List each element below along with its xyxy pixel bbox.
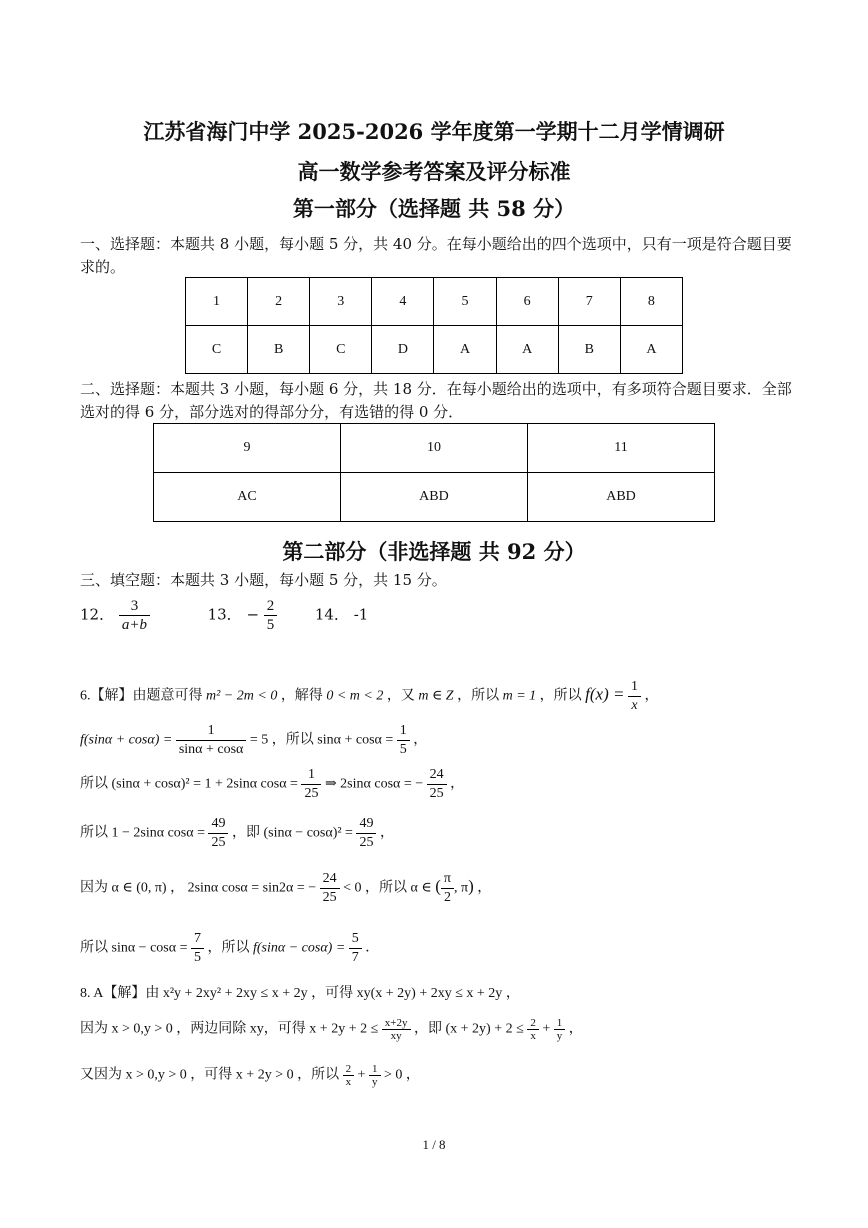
math-span: x > 0,y > 0 xyxy=(111,1021,173,1037)
table-cell: C xyxy=(310,326,372,374)
fraction-denominator: x xyxy=(631,698,638,713)
table-cell: 1 xyxy=(186,278,248,326)
text-span: ，所以 xyxy=(271,732,314,748)
q14-value: -1 xyxy=(353,605,369,624)
fraction xyxy=(441,870,454,907)
document-title: 江苏省海门中学 2025-2026 学年度第一学期十二月学情调研 xyxy=(143,119,725,144)
table-cell: 10 xyxy=(340,424,527,473)
text-span: ， xyxy=(450,776,465,792)
fraction-denominator: xy xyxy=(390,1030,402,1042)
fraction-denominator: 2 xyxy=(443,890,451,905)
text-span: 所以 xyxy=(80,776,108,792)
q13-fraction xyxy=(264,597,278,634)
page-number: 1 / 8 xyxy=(422,1137,446,1152)
fraction-denominator: 5 xyxy=(399,742,407,757)
math-span: m = 1 xyxy=(502,688,537,704)
fraction-numerator: 49 xyxy=(356,815,376,834)
solution6-line2 xyxy=(80,722,800,759)
q13-sign: − xyxy=(246,605,260,624)
math-span: x + 2y + 2 ≤ xyxy=(309,1021,379,1037)
answer-table-1 xyxy=(185,277,683,374)
table-row-answers xyxy=(186,326,683,374)
fraction xyxy=(382,1017,411,1042)
text-span: ，可得 xyxy=(190,1067,233,1083)
math-span: , π xyxy=(453,880,469,896)
text-span: ， xyxy=(405,1067,420,1083)
math-span: < 0 xyxy=(343,880,362,896)
math-span: m² − 2m < 0 xyxy=(206,688,278,704)
text-span: ， xyxy=(505,986,520,1001)
text-span: 所以 xyxy=(80,940,108,956)
q12-fraction xyxy=(119,597,150,634)
text-span: ． xyxy=(365,940,380,956)
table-cell: 3 xyxy=(310,278,372,326)
q14-label: 14． xyxy=(314,605,349,624)
math-span: + xyxy=(357,1067,366,1083)
fraction-numerator: 24 xyxy=(320,870,340,889)
fraction-numerator: 49 xyxy=(208,815,228,834)
fraction-numerator: 1 xyxy=(554,1017,566,1030)
fraction-denominator: 25 xyxy=(429,786,444,801)
fraction-denominator: y xyxy=(556,1030,563,1042)
table-cell: A xyxy=(496,326,558,374)
fraction-denominator: x xyxy=(345,1076,352,1088)
table-cell: B xyxy=(248,326,310,374)
text-span: ，所以 xyxy=(297,1067,340,1083)
math-span: = 5 xyxy=(249,732,269,748)
fraction-denominator: 5 xyxy=(266,617,275,633)
fraction-numerator: π xyxy=(441,870,454,889)
table-cell: D xyxy=(372,326,434,374)
fraction-denominator: x xyxy=(530,1030,536,1042)
table-cell: C xyxy=(186,326,248,374)
solution8-line3 xyxy=(80,1063,800,1088)
table-cell: A xyxy=(620,326,682,374)
fraction-numerator: 1 xyxy=(628,678,641,697)
text-span: ，即 xyxy=(231,825,260,841)
text-span: ， xyxy=(379,825,394,841)
fraction-numerator: 2 xyxy=(343,1063,355,1076)
math-span: m ∈ Z xyxy=(418,688,454,704)
fraction-denominator: sinα + cosα xyxy=(178,742,244,757)
fraction-denominator: a+b xyxy=(121,617,147,633)
table-cell: ABD xyxy=(340,473,527,522)
text-span: ，可得 xyxy=(311,986,354,1001)
text-span: ，解得 xyxy=(280,688,323,704)
text-span: ， xyxy=(644,688,659,704)
fraction-numerator: 1 xyxy=(397,722,410,741)
fraction-numerator: 7 xyxy=(191,930,204,949)
table-cell: 8 xyxy=(620,278,682,326)
math-span: + xyxy=(542,1021,551,1037)
solution8-line1 xyxy=(80,982,800,1002)
math-span: x > 0,y > 0 xyxy=(125,1067,187,1083)
fraction-numerator: 1 xyxy=(301,766,321,785)
math-span: ⇒ 2sinα cosα = − xyxy=(324,776,424,792)
fraction xyxy=(397,722,410,759)
text-span: ， xyxy=(413,732,428,748)
fraction xyxy=(369,1063,381,1088)
table-row-numbers xyxy=(186,278,683,326)
fraction-numerator: 2 xyxy=(527,1017,539,1030)
table-row-answers xyxy=(154,473,715,522)
fraction xyxy=(208,815,228,852)
math-span: sinα − cosα = xyxy=(111,940,188,956)
solution6-line1 xyxy=(80,678,800,715)
table-cell: B xyxy=(558,326,620,374)
table-cell: ABD xyxy=(527,473,714,522)
text-span: 因为 xyxy=(80,880,108,896)
fraction-numerator: 2 xyxy=(264,597,278,616)
fraction xyxy=(176,722,247,759)
fraction xyxy=(343,1063,355,1088)
fraction xyxy=(320,870,340,907)
fraction-denominator: 7 xyxy=(351,950,359,965)
part1-heading: 第一部分（选择题 共 58 分） xyxy=(292,196,576,221)
text-span: 8. A【解】由 xyxy=(80,986,160,1001)
math-span: sinα + cosα = xyxy=(317,732,394,748)
fraction-numerator: x+2y xyxy=(382,1017,411,1030)
math-span: 2sinα cosα = sin2α = − xyxy=(187,880,317,896)
fraction xyxy=(527,1017,539,1042)
solution6-line6 xyxy=(80,930,800,967)
fraction xyxy=(628,678,641,715)
text-span: 6.【解】由题意可得 xyxy=(80,688,203,704)
text-span: ， xyxy=(170,880,185,896)
fraction xyxy=(349,930,362,967)
text-span: ， xyxy=(568,1021,583,1037)
fraction-numerator: 5 xyxy=(349,930,362,949)
text-span: ，所以 xyxy=(365,880,408,896)
math-span: (sinα + cosα)² = 1 + 2sinα cosα = xyxy=(111,776,298,792)
text-span: 所以 xyxy=(80,825,108,841)
math-span: f(sinα + cosα) = xyxy=(80,732,173,748)
fraction-denominator: 5 xyxy=(193,950,201,965)
math-span: > 0 xyxy=(384,1067,403,1083)
text-span: ，即 xyxy=(414,1021,442,1037)
math-span: f(sinα − cosα) = xyxy=(252,940,346,956)
fraction-denominator: y xyxy=(372,1076,378,1088)
fraction-denominator: 25 xyxy=(322,890,337,905)
q12-label: 12． xyxy=(80,605,115,624)
fraction-numerator: 3 xyxy=(119,597,150,616)
table-cell: 9 xyxy=(154,424,341,473)
fraction xyxy=(427,766,447,803)
solution6-line4 xyxy=(80,815,800,852)
math-span: (x + 2y) + 2 ≤ xyxy=(445,1021,524,1037)
fraction-numerator: 24 xyxy=(427,766,447,785)
fraction-numerator: 1 xyxy=(176,722,247,741)
math-span: α ∈ (0, π) xyxy=(111,880,167,896)
fill-in-answers xyxy=(80,597,368,634)
solution8-line2 xyxy=(80,1017,800,1042)
q13-label: 13． xyxy=(207,605,242,624)
math-span: (sinα − cosα)² = xyxy=(263,825,353,841)
section3-instructions: 三、填空题：本题共 3 小题，每小题 5 分，共 15 分。 xyxy=(80,571,447,589)
section2-instructions: 二、选择题：本题共 3 小题，每小题 6 分，共 18 分．在每小题给出的选项中，有多项符合题目要求．全部选对的得 6 分，部分选对的得部分分，有选错的得 0 分． xyxy=(80,380,792,421)
fraction-denominator: 25 xyxy=(359,835,374,850)
text-span: ， xyxy=(477,880,492,896)
fraction-denominator: 25 xyxy=(211,835,226,850)
table-row-numbers xyxy=(154,424,715,473)
part2-heading: 第二部分（非选择题 共 92 分） xyxy=(282,539,586,564)
solution6-line3 xyxy=(80,766,800,803)
table-cell: 4 xyxy=(372,278,434,326)
fraction xyxy=(301,766,321,803)
math-span: 1 − 2sinα cosα = xyxy=(111,825,205,841)
text-span: ，所以 xyxy=(457,688,500,704)
math-span: f(x) = xyxy=(585,684,625,704)
table-cell: A xyxy=(434,326,496,374)
text-span: ，所以 xyxy=(207,940,250,956)
section1-instructions: 一、选择题：本题共 8 小题，每小题 5 分，共 40 分。在每小题给出的四个选项中，只有一项是符合题目要求的。 xyxy=(80,235,792,276)
text-span: 又因为 xyxy=(80,1067,122,1083)
table-cell: 7 xyxy=(558,278,620,326)
math-span: x + 2y > 0 xyxy=(235,1067,294,1083)
table-cell: AC xyxy=(154,473,341,522)
table-cell: 6 xyxy=(496,278,558,326)
fraction-denominator: 25 xyxy=(304,786,319,801)
text-span: ，两边同除 xy，可得 xyxy=(176,1021,306,1037)
solution6-line5: 因为 α ∈ (0, π) ， 2sinα cosα = sin2α = − $\frac{24}{25}$ < 0 ，所以 α ∈ ( $\frac{\pi}{2}$ , π) ， xyxy=(80,871,492,905)
math-span: 0 < m < 2 xyxy=(326,688,384,704)
answer-table-2 xyxy=(153,423,715,522)
fraction-numerator: 1 xyxy=(369,1063,381,1076)
text-span: ，所以 xyxy=(539,688,582,704)
fraction xyxy=(191,930,204,967)
math-span: α ∈ xyxy=(410,880,432,896)
text-span: ，又 xyxy=(386,688,415,704)
document-subtitle: 高一数学参考答案及评分标准 xyxy=(297,159,571,184)
text-span: 因为 xyxy=(80,1021,108,1037)
table-cell: 2 xyxy=(248,278,310,326)
math-span: x²y + 2xy² + 2xy ≤ x + 2y xyxy=(162,986,308,1001)
table-cell: 5 xyxy=(434,278,496,326)
fraction xyxy=(554,1017,566,1042)
table-cell: 11 xyxy=(527,424,714,473)
fraction xyxy=(356,815,376,852)
math-span: xy(x + 2y) + 2xy ≤ x + 2y xyxy=(356,986,503,1001)
